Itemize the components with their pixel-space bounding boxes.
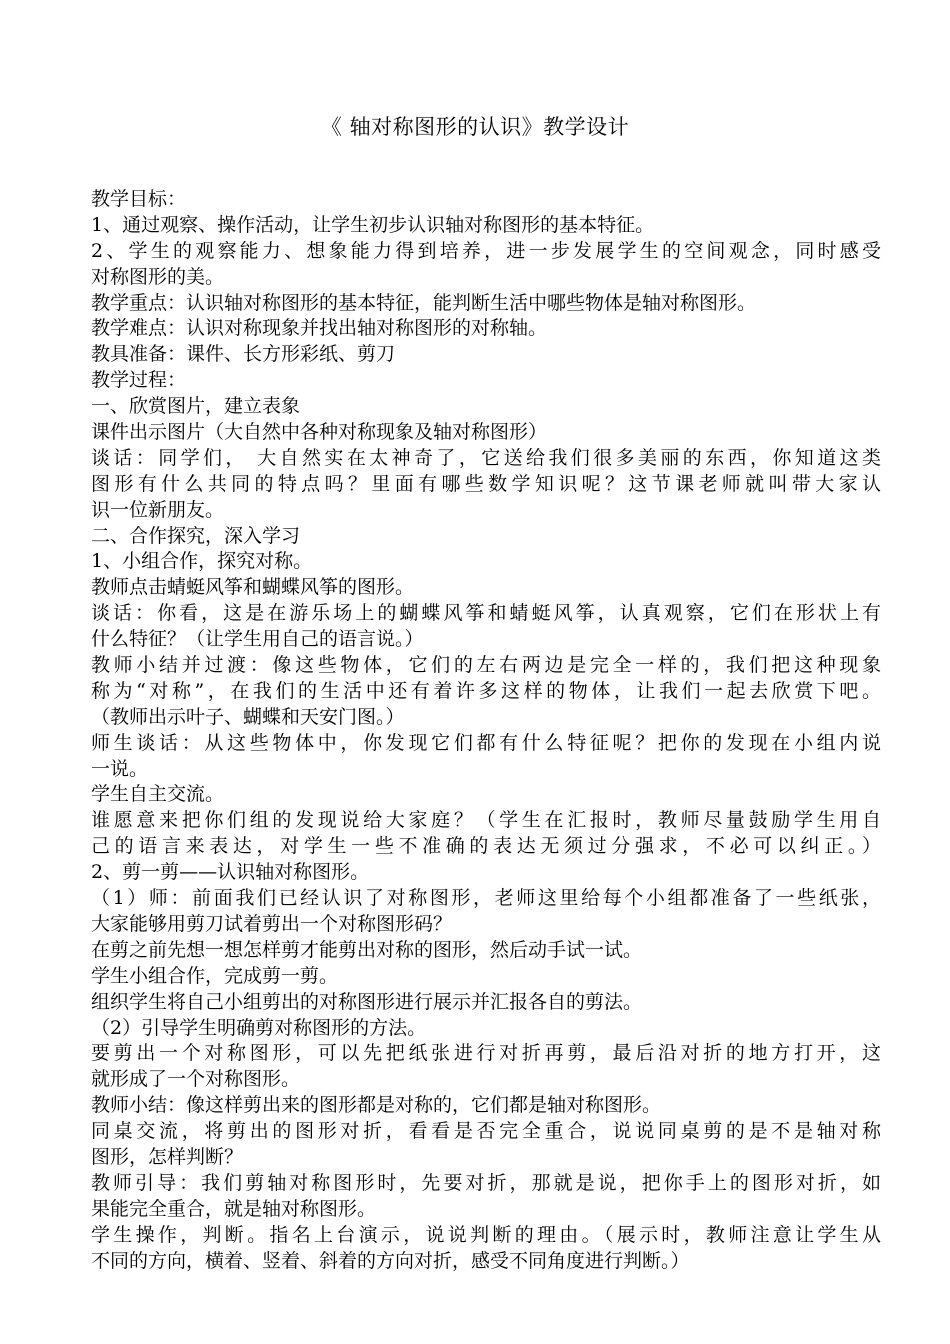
text-line: 谈话：你看，这是在游乐场上的蝴蝶风筝和蜻蜓风筝，认真观察，它们在形状上有 [91,602,881,625]
text-line: 识一位新朋友。 [91,498,225,521]
text-line: 课件出示图片（大自然中各种对称现象及轴对称图形） [91,421,548,444]
text-line: 教学过程： [91,369,187,392]
text-line: 大家能够用剪刀试着剪出一个对称图形码？ [91,912,453,935]
text-line: 教师小结：像这样剪出来的图形都是对称的，它们都是轴对称图形。 [91,1094,662,1117]
text-line: 二、合作探究，深入学习 [91,524,301,547]
document-body [91,187,881,1274]
text-line: 教师点击蜻蜓风筝和蝴蝶风筝的图形。 [91,576,415,599]
text-line: 师生谈话：从这些物体中，你发现它们都有什么特征呢？把你的发现在小组内说 [91,731,881,754]
text-line: 教师小结并过渡：像这些物体，它们的左右两边是完全一样的，我们把这种现象 [91,654,881,677]
text-line: 果能完全重合，就是轴对称图形。 [91,1197,377,1220]
text-line: 己的语言来表达，对学生一些不准确的表达无须过分强求，不必可以纠正。） [91,835,881,858]
text-line: 要剪出一个对称图形，可以先把纸张进行对折再剪，最后沿对折的地方打开，这 [91,1042,881,1065]
text-line: 在剪之前先想一想怎样剪才能剪出对称的图形，然后动手试一试。 [91,938,643,961]
text-line: 什么特征？（让学生用自己的语言说。） [91,628,424,651]
text-line: （教师出示叶子、蝴蝶和天安门图。） [91,705,405,728]
text-line: 一说。 [91,757,149,780]
document-title: 《 轴对称图形的认识》教学设计 [320,115,630,139]
text-line: 1、小组合作，探究对称。 [91,550,313,573]
text-line: 图形有什么共同的特点吗？里面有哪些数学知识呢？这节课老师就叫带大家认 [91,472,881,495]
text-line: 称为“对称”，在我们的生活中还有着许多这样的物体，让我们一起去欣赏下吧。 [91,679,881,702]
text-line: 谈话：同学们， 大自然实在太神奇了，它送给我们很多美丽的东西，你知道这类 [91,446,881,469]
text-line: 图形，怎样判断？ [91,1145,244,1168]
text-line: 教学难点：认识对称现象并找出轴对称图形的对称轴。 [91,317,548,340]
text-line: 就形成了一个对称图形。 [91,1068,301,1091]
text-line: 1、通过观察、操作活动，让学生初步认识轴对称图形的基本特征。 [91,213,655,236]
text-line: 2、剪一剪——认识轴对称图形。 [91,861,370,884]
text-line: 一、欣赏图片，建立表象 [91,395,301,418]
text-line: 2、学生的观察能力、想象能力得到培养，进一步发展学生的空间观念，同时感受 [91,239,881,262]
text-line: （1）师：前面我们已经认识了对称图形，老师这里给每个小组都准备了一些纸张， [91,887,881,910]
text-line: （2）引导学生明确剪对称图形的方法。 [91,1016,427,1039]
text-line: 教师引导：我们剪轴对称图形时，先要对折，那就是说，把你手上的图形对折，如 [91,1171,881,1194]
text-line: 学生小组合作，完成剪一剪。 [91,964,339,987]
text-line: 教学重点：认识轴对称图形的基本特征，能判断生活中哪些物体是轴对称图形。 [91,291,757,314]
text-line: 组织学生将自己小组剪出的对称图形进行展示并汇报各自的剪法。 [91,990,643,1013]
text-line: 学生操作，判断。指名上台演示，说说判断的理由。（展示时，教师注意让学生从 [91,1223,881,1246]
text-line: 不同的方向，横着、竖着、斜着的方向对折，感受不同角度进行判断。） [91,1249,690,1272]
text-line: 对称图形的美。 [91,265,225,288]
text-line: 学生自主交流。 [91,783,225,806]
text-line: 教学目标： [91,188,187,210]
text-line: 谁愿意来把你们组的发现说给大家庭？（学生在汇报时，教师尽量鼓励学生用自 [91,809,881,832]
text-line: 同桌交流，将剪出的图形对折，看看是否完全重合，说说同桌剪的是不是轴对称 [91,1120,881,1143]
text-line: 教具准备：课件、长方形彩纸、剪刀 [91,343,396,366]
